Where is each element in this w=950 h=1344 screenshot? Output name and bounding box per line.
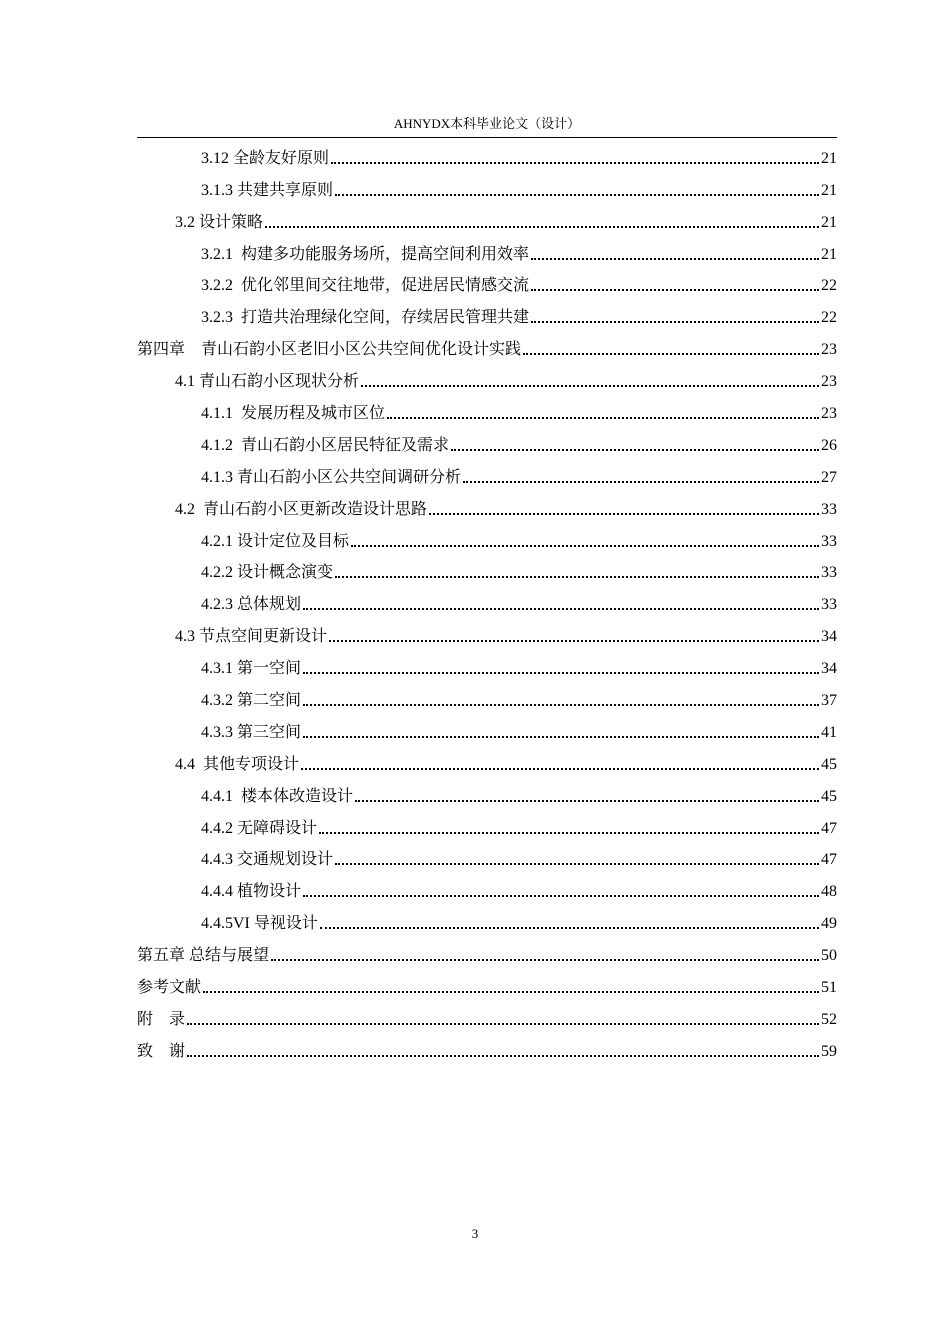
toc-dot-leader (271, 959, 819, 961)
toc-entry-page: 34 (821, 660, 837, 678)
toc-dot-leader (303, 736, 819, 738)
toc-entry-title: 3.2.1 构建多功能服务场所，提高空间利用效率 (201, 245, 530, 263)
toc-entry-page: 41 (821, 723, 837, 741)
toc-dot-leader (265, 226, 819, 228)
toc-entry-page: 37 (821, 692, 837, 710)
toc-entry-page: 22 (821, 277, 837, 295)
toc-entry[interactable] (137, 269, 837, 301)
toc-entry-title: 4.4.1 楼本体改造设计 (201, 787, 354, 805)
toc-entry[interactable] (137, 524, 837, 556)
toc-entry[interactable] (137, 747, 837, 779)
toc-entry-title: 参考文献 (137, 979, 202, 997)
toc-entry[interactable] (137, 1002, 837, 1034)
toc-entry[interactable] (137, 587, 837, 619)
toc-entry-title: 4.1 青山石韵小区现状分析 (175, 373, 360, 391)
toc-dot-leader (303, 704, 819, 706)
toc-entry[interactable] (137, 619, 837, 651)
toc-dot-leader (355, 800, 819, 802)
toc-dot-leader (531, 289, 819, 291)
toc-dot-leader (331, 162, 819, 164)
toc-entry-title: 4.3.2 第二空间 (201, 692, 302, 710)
toc-entry[interactable] (137, 874, 837, 906)
toc-entry-page: 21 (821, 181, 837, 199)
toc-entry-title: 3.1.3 共建共享原则 (201, 181, 334, 199)
toc-entry-title: 3.12 全龄友好原则 (201, 149, 330, 167)
toc-dot-leader (335, 863, 819, 865)
toc-dot-leader (319, 832, 819, 834)
toc-entry-title: 4.3.3 第三空间 (201, 723, 302, 741)
toc-entry-page: 23 (821, 405, 837, 423)
toc-dot-leader (301, 768, 819, 770)
toc-entry-page: 21 (821, 149, 837, 167)
toc-entry-page: 47 (821, 851, 837, 869)
toc-entry-page: 47 (821, 819, 837, 837)
toc-entry-page: 45 (821, 755, 837, 773)
toc-entry-page: 33 (821, 500, 837, 518)
toc-dot-leader (187, 1023, 819, 1025)
page-header: AHNYDX本科毕业论文（设计） (393, 116, 581, 131)
toc-dot-leader (523, 353, 819, 355)
toc-entry[interactable] (137, 938, 837, 970)
toc-dot-leader (329, 640, 819, 642)
toc-entry-page: 23 (821, 341, 837, 359)
toc-entry-page: 45 (821, 787, 837, 805)
toc-dot-leader (303, 672, 819, 674)
toc-dot-leader (203, 991, 819, 993)
toc-entry-page: 59 (821, 1042, 837, 1060)
toc-dot-leader (335, 194, 819, 196)
toc-entry-title: 4.3 节点空间更新设计 (175, 628, 328, 646)
toc-entry-title: 4.4.2 无障碍设计 (201, 819, 318, 837)
toc-dot-leader (320, 927, 819, 929)
toc-entry[interactable] (137, 173, 837, 205)
toc-entry[interactable] (137, 428, 837, 460)
toc-dot-leader (463, 481, 819, 483)
toc-entry[interactable] (137, 364, 837, 396)
toc-entry[interactable] (137, 843, 837, 875)
toc-entry-page: 21 (821, 245, 837, 263)
toc-dot-leader (303, 608, 819, 610)
toc-entry-title: 4.2 青山石韵小区更新改造设计思路 (175, 500, 428, 518)
toc-dot-leader (429, 513, 819, 515)
toc-entry-title: 4.3.1 第一空间 (201, 660, 302, 678)
toc-entry[interactable] (137, 1034, 837, 1066)
toc-dot-leader (187, 1055, 819, 1057)
toc-entry-page: 22 (821, 309, 837, 327)
toc-entry-title: 3.2.2 优化邻里间交往地带，促进居民情感交流 (201, 277, 530, 295)
toc-entry[interactable] (137, 396, 837, 428)
toc-entry[interactable] (137, 715, 837, 747)
toc-entry[interactable] (137, 300, 837, 332)
toc-entry[interactable] (137, 906, 837, 938)
toc-entry-page: 48 (821, 883, 837, 901)
toc-dot-leader (531, 321, 819, 323)
toc-entry-title: 3.2 设计策略 (175, 213, 264, 231)
toc-entry-title: 4.1.3 青山石韵小区公共空间调研分析 (201, 468, 462, 486)
toc-entry-page: 27 (821, 468, 837, 486)
toc-entry-title: 附 录 (137, 1010, 186, 1028)
toc-entry-title: 4.2.3 总体规划 (201, 596, 302, 614)
toc-entry-title: 4.4.4 植物设计 (201, 883, 302, 901)
toc-entry-page: 34 (821, 628, 837, 646)
toc-entry[interactable] (137, 683, 837, 715)
toc-entry-title: 4.1.2 青山石韵小区居民特征及需求 (201, 436, 450, 454)
toc-entry-title: 4.4 其他专项设计 (175, 755, 300, 773)
toc-entry[interactable] (137, 970, 837, 1002)
toc-entry-title: 3.2.3 打造共治理绿化空间，存续居民管理共建 (201, 309, 530, 327)
toc-entry-page: 51 (821, 979, 837, 997)
toc-entry-page: 33 (821, 596, 837, 614)
toc-dot-leader (303, 895, 819, 897)
header-rule (137, 137, 837, 138)
toc-entry[interactable] (137, 651, 837, 683)
toc-entry-title: 第五章 总结与展望 (137, 947, 270, 965)
toc-entry-title: 4.4.3 交通规划设计 (201, 851, 334, 869)
toc-entry-title: 4.2.2 设计概念演变 (201, 564, 334, 582)
page-number: 3 (471, 1226, 479, 1241)
toc-entry-page: 33 (821, 564, 837, 582)
toc-entry[interactable] (137, 141, 837, 173)
toc-entry-page: 26 (821, 436, 837, 454)
toc-entry-page: 50 (821, 947, 837, 965)
toc-entry[interactable] (137, 460, 837, 492)
toc-entry[interactable] (137, 205, 837, 237)
toc-dot-leader (351, 545, 819, 547)
toc-dot-leader (451, 449, 819, 451)
toc-entry[interactable] (137, 237, 837, 269)
toc-dot-leader (531, 258, 819, 260)
toc-entry[interactable] (137, 556, 837, 588)
toc-entry-title: 第四章 青山石韵小区老旧小区公共空间优化设计实践 (137, 341, 522, 359)
toc-entry[interactable] (137, 811, 837, 843)
toc-dot-leader (335, 576, 819, 578)
toc-entry-title: 致 谢 (137, 1042, 186, 1060)
toc-entry-page: 23 (821, 373, 837, 391)
table-of-contents (137, 141, 837, 1066)
toc-entry-title: 4.2.1 设计定位及目标 (201, 532, 350, 550)
toc-dot-leader (361, 385, 819, 387)
toc-entry-title: 4.4.5VI 导视设计 (201, 915, 318, 933)
toc-entry[interactable] (137, 492, 837, 524)
toc-entry-page: 33 (821, 532, 837, 550)
toc-entry-title: 4.1.1 发展历程及城市区位 (201, 405, 386, 423)
toc-entry-page: 52 (821, 1010, 837, 1028)
toc-entry-page: 49 (821, 915, 837, 933)
toc-dot-leader (387, 417, 819, 419)
toc-entry[interactable] (137, 779, 837, 811)
toc-entry[interactable] (137, 332, 837, 364)
toc-entry-page: 21 (821, 213, 837, 231)
